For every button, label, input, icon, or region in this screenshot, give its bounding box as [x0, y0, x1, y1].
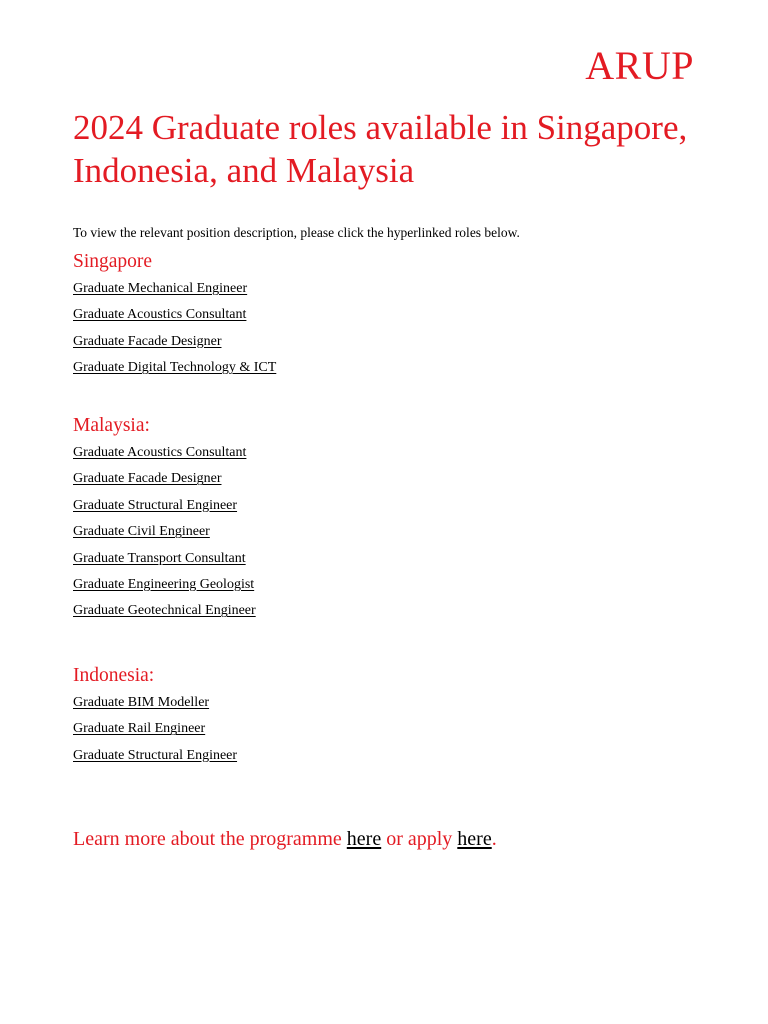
learn-more-link[interactable]: here [346, 828, 382, 850]
list-item [73, 358, 276, 384]
role-link[interactable]: Graduate Structural Engineer [73, 747, 238, 763]
role-list-indonesia [73, 693, 237, 772]
role-link[interactable]: Graduate Digital Technology & ICT [73, 360, 277, 376]
section-indonesia [73, 664, 237, 772]
role-list-malaysia [73, 443, 256, 628]
list-item [73, 469, 256, 495]
list-item [73, 575, 256, 601]
section-heading-singapore: Singapore [73, 251, 153, 272]
role-list-singapore [73, 279, 276, 385]
role-link[interactable]: Graduate Mechanical Engineer [73, 281, 248, 296]
page-title: 2024 Graduate roles available in Singapore, Indonesia, and Malaysia [73, 108, 688, 190]
list-item [73, 693, 237, 719]
list-item [73, 332, 276, 358]
list-item [73, 601, 256, 627]
role-link[interactable]: Graduate Engineering Geologist [73, 576, 255, 592]
list-item [73, 305, 276, 331]
apply-link[interactable]: here [457, 828, 492, 850]
cta-middle: or apply [381, 828, 458, 850]
section-heading-indonesia: Indonesia: [73, 665, 155, 686]
cta-suffix: . [491, 828, 497, 850]
role-link[interactable]: Graduate Facade Designer [73, 333, 222, 349]
role-link[interactable]: Graduate Geotechnical Engineer [73, 603, 256, 619]
role-link[interactable]: Graduate Transport Consultant [73, 550, 246, 566]
list-item [73, 549, 256, 575]
role-link[interactable]: Graduate BIM Modeller [73, 695, 210, 710]
list-item [73, 522, 256, 548]
role-link[interactable]: Graduate Rail Engineer [73, 721, 206, 737]
list-item [73, 746, 237, 772]
list-item [73, 443, 256, 469]
list-item [73, 496, 256, 522]
list-item [73, 279, 276, 305]
section-malaysia [73, 414, 256, 628]
list-item [73, 719, 237, 745]
role-link[interactable]: Graduate Civil Engineer [73, 524, 210, 540]
role-link[interactable]: Graduate Acoustics Consultant [73, 445, 247, 460]
role-link[interactable]: Graduate Acoustics Consultant [73, 307, 247, 323]
programme-cta [73, 826, 497, 852]
role-link[interactable]: Graduate Facade Designer [73, 471, 222, 487]
role-link[interactable]: Graduate Structural Engineer [73, 497, 238, 513]
arup-logo: ARUP [585, 43, 694, 88]
cta-prefix: Learn more about the programme [73, 828, 347, 850]
section-singapore [73, 250, 276, 385]
section-heading-malaysia: Malaysia: [73, 415, 150, 436]
intro-text: To view the relevant position description, please click the hyperlinked roles below. [73, 225, 520, 240]
